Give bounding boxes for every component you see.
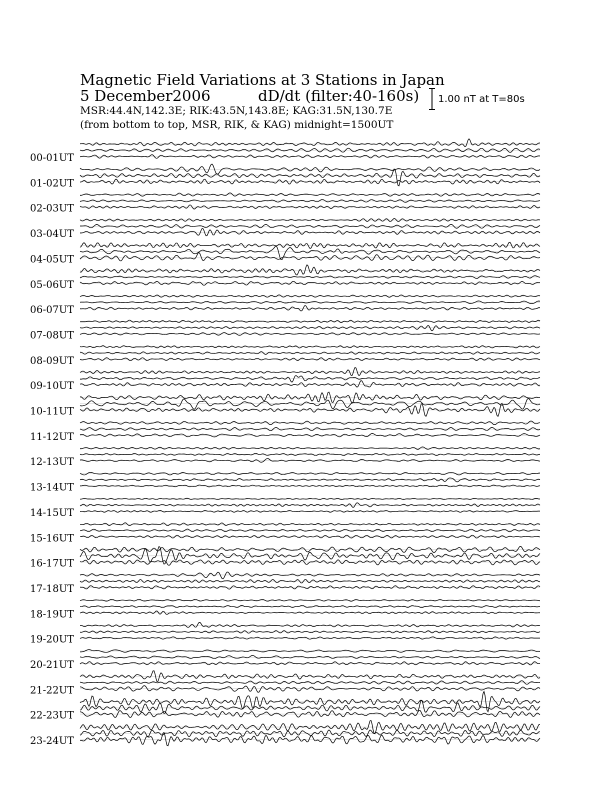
trace-KAG-09-10UT xyxy=(80,381,540,388)
trace-KAG-03-04UT xyxy=(80,229,540,236)
filter-text: dD/dt (filter:40-160s) xyxy=(258,87,420,105)
trace-MSR-17-18UT xyxy=(80,572,540,579)
station-coordinates: MSR:44.4N,142.3E; RIK:43.5N,143.8E; KAG:31.5N,130.7E xyxy=(80,105,393,117)
hour-label-23-24UT: 23-24UT xyxy=(30,736,74,748)
hour-label-08-09UT: 08-09UT xyxy=(30,355,74,367)
hour-label-00-01UT: 00-01UT xyxy=(30,153,74,164)
trace-MSR-09-10UT xyxy=(80,367,540,375)
hour-label-16-17UT: 16-17UT xyxy=(30,558,74,570)
hour-label-06-07UT: 06-07UT xyxy=(30,305,74,317)
trace-RIK-01-02UT xyxy=(80,169,540,186)
hour-label-12-13UT: 12-13UT xyxy=(30,457,74,469)
chart-title: Magnetic Field Variations at 3 Stations in Japan xyxy=(80,71,445,89)
hour-label-10-11UT: 10-11UT xyxy=(30,406,74,418)
hour-label-09-10UT: 09-10UT xyxy=(30,381,74,393)
hour-label-17-18UT: 17-18UT xyxy=(30,583,74,595)
trace-KAG-21-22UT xyxy=(80,686,540,693)
trace-RIK-12-13UT xyxy=(80,453,540,455)
hour-label-07-08UT: 07-08UT xyxy=(30,330,74,342)
hour-label-19-20UT: 19-20UT xyxy=(30,634,74,646)
trace-KAG-04-05UT xyxy=(80,253,540,261)
trace-MSR-05-06UT xyxy=(80,265,540,275)
hour-label-02-03UT: 02-03UT xyxy=(30,203,74,215)
scale-label: 1.00 nT at T=80s xyxy=(438,94,525,105)
trace-KAG-12-13UT xyxy=(80,459,540,463)
hour-label-15-16UT: 15-16UT xyxy=(30,533,74,545)
trace-RIK-13-14UT xyxy=(80,478,540,482)
trace-KAG-23-24UT xyxy=(80,732,540,745)
trace-RIK-09-10UT xyxy=(80,376,540,383)
hour-label-03-04UT: 03-04UT xyxy=(30,229,74,241)
trace-KAG-14-15UT xyxy=(80,510,540,512)
trace-RIK-10-11UT xyxy=(80,399,540,410)
hour-label-18-19UT: 18-19UT xyxy=(30,609,74,621)
trace-RIK-07-08UT xyxy=(80,325,540,330)
trace-RIK-02-03UT xyxy=(80,200,540,203)
hour-label-22-23UT: 22-23UT xyxy=(30,710,74,722)
hour-label-14-15UT: 14-15UT xyxy=(30,507,74,519)
hour-label-21-22UT: 21-22UT xyxy=(30,685,74,697)
hour-label-20-21UT: 20-21UT xyxy=(30,660,74,671)
trace-order-note: (from bottom to top, MSR, RIK, & KAG) midnight=1500UT xyxy=(80,119,394,131)
trace-MSR-00-01UT xyxy=(80,139,540,147)
date-text: 5 December2006 xyxy=(80,87,211,105)
trace-KAG-00-01UT xyxy=(80,155,540,159)
hour-label-13-14UT: 13-14UT xyxy=(30,482,74,494)
hour-label-01-02UT: 01-02UT xyxy=(30,178,74,190)
hour-label-05-06UT: 05-06UT xyxy=(30,279,74,291)
trace-MSR-19-20UT xyxy=(80,622,540,627)
trace-KAG-20-21UT xyxy=(80,662,540,665)
hour-label-04-05UT: 04-05UT xyxy=(30,254,74,266)
hour-label-11-12UT: 11-12UT xyxy=(30,431,74,443)
trace-KAG-06-07UT xyxy=(80,305,540,311)
